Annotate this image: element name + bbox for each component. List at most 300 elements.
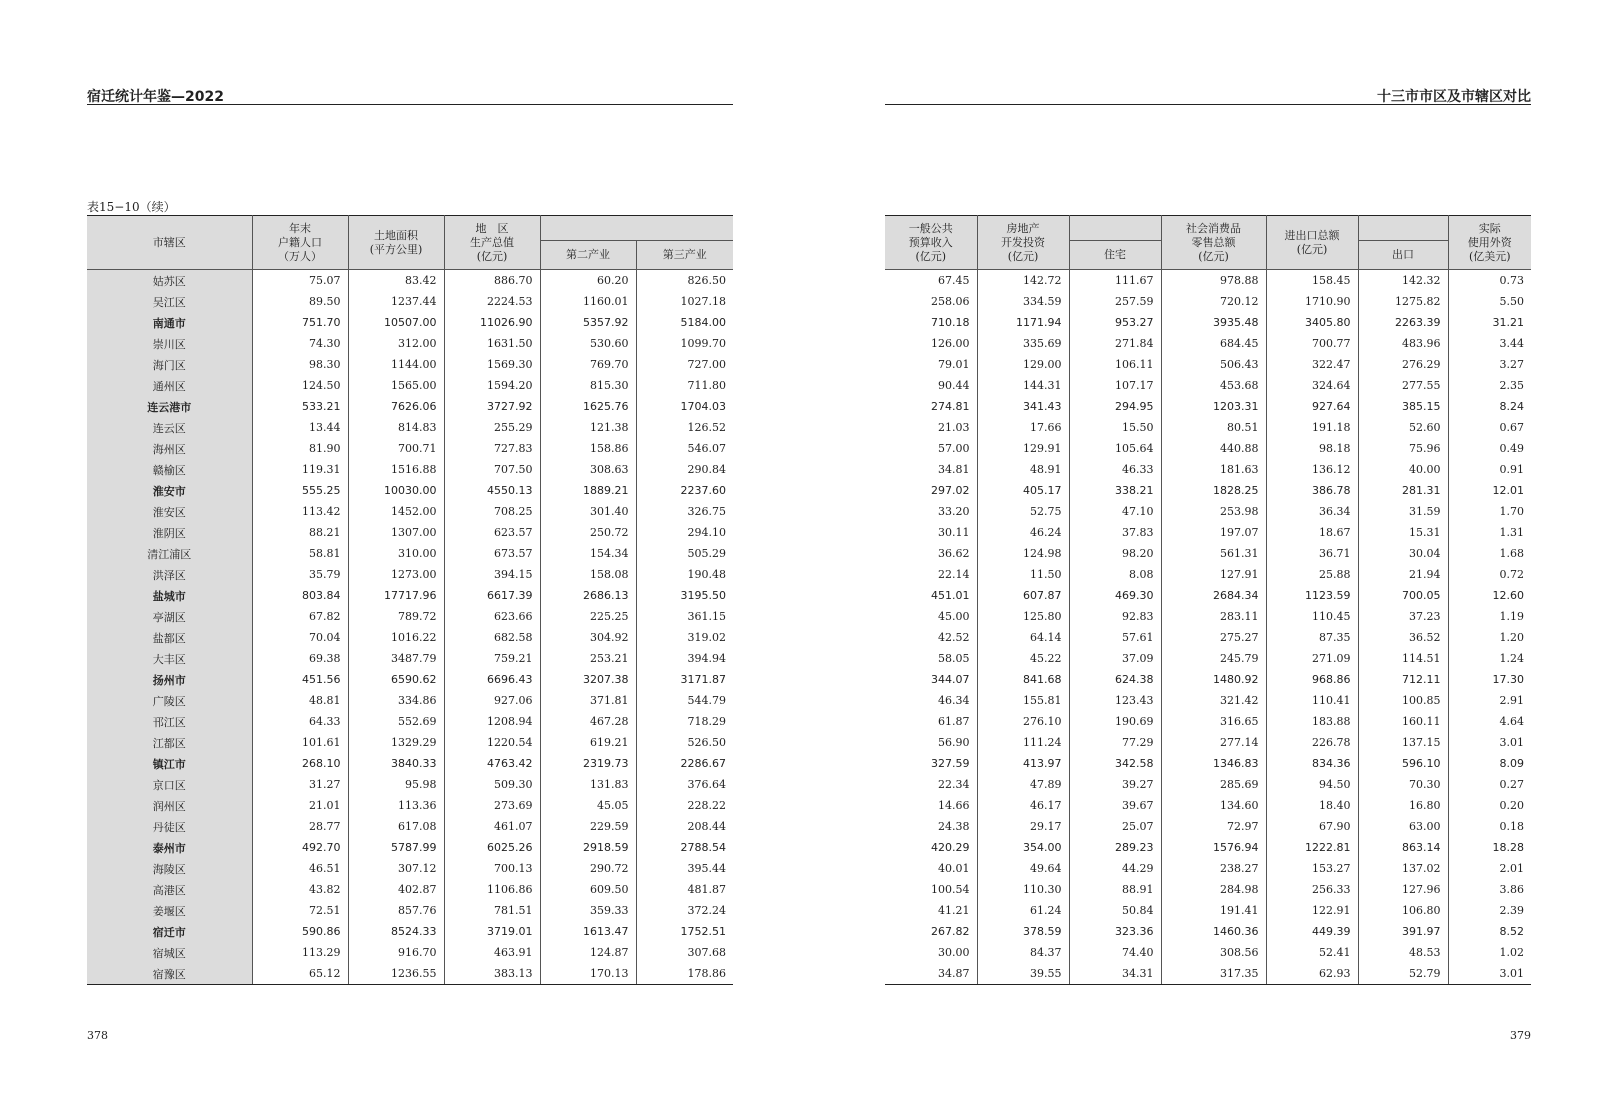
population-cell: 31.27 (252, 774, 348, 795)
table-row (87, 312, 733, 333)
tertiary-industry-cell: 505.29 (636, 543, 733, 564)
table-row (885, 921, 1531, 942)
district-name-cell: 盐城市 (87, 585, 252, 606)
total-trade-cell: 271.09 (1266, 648, 1358, 669)
population-cell: 43.82 (252, 879, 348, 900)
retail-sales-cell: 321.42 (1161, 690, 1266, 711)
budget-revenue-cell: 67.45 (885, 270, 977, 292)
retail-sales-cell: 127.91 (1161, 564, 1266, 585)
table-row (885, 606, 1531, 627)
tertiary-industry-cell: 228.22 (636, 795, 733, 816)
retail-sales-cell: 720.12 (1161, 291, 1266, 312)
land-area-cell: 1016.22 (348, 627, 444, 648)
realestate-investment-cell: 124.98 (977, 543, 1069, 564)
tertiary-industry-cell: 481.87 (636, 879, 733, 900)
district-name-cell: 崇川区 (87, 333, 252, 354)
header-export: 出口 (1358, 241, 1448, 270)
fdi-cell: 2.39 (1448, 900, 1531, 921)
gdp-cell: 273.69 (444, 795, 540, 816)
population-cell: 28.77 (252, 816, 348, 837)
budget-revenue-cell: 126.00 (931, 337, 970, 350)
gdp-cell: 927.06 (444, 690, 540, 711)
table-row (87, 816, 733, 837)
secondary-industry-cell: 530.60 (540, 333, 636, 354)
land-area-cell: 3487.79 (348, 648, 444, 669)
retail-sales-cell: 308.56 (1161, 942, 1266, 963)
table-row (885, 459, 1531, 480)
secondary-industry-cell: 60.20 (540, 270, 636, 292)
retail-sales-cell: 1828.25 (1161, 480, 1266, 501)
fdi-cell: 1.20 (1448, 627, 1531, 648)
budget-revenue-cell: 258.06 (931, 295, 970, 308)
realestate-investment-cell: 1171.94 (977, 312, 1069, 333)
table-row (87, 522, 733, 543)
fdi-cell: 2.91 (1448, 690, 1531, 711)
table-row (885, 312, 1531, 333)
tertiary-industry-cell: 372.24 (636, 900, 733, 921)
housing-cell: 37.09 (1069, 648, 1161, 669)
realestate-investment-cell: 52.75 (977, 501, 1069, 522)
population-cell: 533.21 (252, 396, 348, 417)
export-cell: 48.53 (1358, 942, 1448, 963)
district-name-cell: 连云区 (87, 417, 252, 438)
fdi-cell: 3.01 (1448, 732, 1531, 753)
budget-revenue-cell: 61.87 (938, 715, 970, 728)
retail-sales-cell: 1346.83 (1161, 753, 1266, 774)
secondary-industry-cell: 3207.38 (540, 669, 636, 690)
budget-revenue-cell: 21.03 (938, 421, 970, 434)
header-population: 年末 户籍人口 （万人） (252, 216, 348, 270)
fdi-cell: 0.67 (1448, 417, 1531, 438)
total-trade-cell: 1710.90 (1266, 291, 1358, 312)
population-cell: 67.82 (252, 606, 348, 627)
housing-cell: 44.29 (1069, 858, 1161, 879)
right-data-table (885, 215, 1531, 985)
gdp-cell: 759.21 (444, 648, 540, 669)
district-name-cell: 连云港市 (87, 396, 252, 417)
realestate-investment-cell: 413.97 (977, 753, 1069, 774)
realestate-investment-cell: 142.72 (977, 270, 1069, 292)
fdi-cell: 12.01 (1448, 480, 1531, 501)
budget-revenue-cell: 45.00 (938, 610, 970, 623)
total-trade-cell: 153.27 (1266, 858, 1358, 879)
housing-cell: 190.69 (1069, 711, 1161, 732)
realestate-investment-cell: 46.17 (977, 795, 1069, 816)
district-name-cell: 赣榆区 (87, 459, 252, 480)
secondary-industry-cell: 229.59 (540, 816, 636, 837)
realestate-investment-cell: 125.80 (977, 606, 1069, 627)
land-area-cell: 1273.00 (348, 564, 444, 585)
tertiary-industry-cell: 526.50 (636, 732, 733, 753)
tertiary-industry-cell: 126.52 (636, 417, 733, 438)
budget-revenue-cell: 46.34 (938, 694, 970, 707)
tertiary-industry-cell: 727.00 (636, 354, 733, 375)
realestate-investment-cell: 276.10 (977, 711, 1069, 732)
export-cell: 276.29 (1358, 354, 1448, 375)
population-cell: 124.50 (252, 375, 348, 396)
land-area-cell: 1516.88 (348, 459, 444, 480)
housing-cell: 77.29 (1069, 732, 1161, 753)
total-trade-cell: 968.86 (1266, 669, 1358, 690)
budget-revenue-cell: 40.01 (938, 862, 970, 875)
export-cell: 52.60 (1358, 417, 1448, 438)
gdp-cell: 11026.90 (444, 312, 540, 333)
left-data-table (87, 215, 733, 985)
header-retail-sales: 社会消费品 零售总额 (亿元) (1161, 216, 1266, 270)
district-name-cell: 南通市 (87, 312, 252, 333)
land-area-cell: 1237.44 (348, 291, 444, 312)
land-area-cell: 402.87 (348, 879, 444, 900)
export-cell: 142.32 (1358, 270, 1448, 292)
total-trade-cell: 1123.59 (1266, 585, 1358, 606)
population-cell: 88.21 (252, 522, 348, 543)
budget-revenue-cell: 56.90 (938, 736, 970, 749)
table-row (87, 921, 733, 942)
total-trade-cell: 94.50 (1266, 774, 1358, 795)
table-row (885, 291, 1531, 312)
budget-revenue-cell: 30.00 (938, 946, 970, 959)
district-name-cell: 广陵区 (87, 690, 252, 711)
population-cell: 74.30 (252, 333, 348, 354)
gdp-cell: 2224.53 (444, 291, 540, 312)
budget-revenue-cell: 344.07 (931, 673, 970, 686)
realestate-investment-cell: 111.24 (977, 732, 1069, 753)
fdi-cell: 8.24 (1448, 396, 1531, 417)
housing-cell: 98.20 (1069, 543, 1161, 564)
table-row (885, 480, 1531, 501)
table-row (87, 354, 733, 375)
fdi-cell: 5.50 (1448, 291, 1531, 312)
gdp-cell: 4763.42 (444, 753, 540, 774)
tertiary-industry-cell: 718.29 (636, 711, 733, 732)
total-trade-cell: 36.71 (1266, 543, 1358, 564)
retail-sales-cell: 1460.36 (1161, 921, 1266, 942)
export-cell: 36.52 (1358, 627, 1448, 648)
realestate-investment-cell: 335.69 (977, 333, 1069, 354)
tertiary-industry-cell: 361.15 (636, 606, 733, 627)
budget-revenue-cell: 327.59 (931, 757, 970, 770)
table-row (87, 459, 733, 480)
district-name-cell: 海门区 (87, 354, 252, 375)
population-cell: 46.51 (252, 858, 348, 879)
export-cell: 70.30 (1358, 774, 1448, 795)
fdi-cell: 0.73 (1448, 270, 1531, 292)
total-trade-cell: 1222.81 (1266, 837, 1358, 858)
land-area-cell: 857.76 (348, 900, 444, 921)
district-name-cell: 扬州市 (87, 669, 252, 690)
housing-cell: 25.07 (1069, 816, 1161, 837)
housing-cell: 74.40 (1069, 942, 1161, 963)
total-trade-cell: 158.45 (1266, 270, 1358, 292)
tertiary-industry-cell: 326.75 (636, 501, 733, 522)
housing-cell: 257.59 (1069, 291, 1161, 312)
budget-revenue-cell: 274.81 (931, 400, 970, 413)
header-district: 市辖区 (87, 216, 252, 270)
land-area-cell: 1236.55 (348, 963, 444, 985)
table-row (885, 564, 1531, 585)
secondary-industry-cell: 301.40 (540, 501, 636, 522)
realestate-investment-cell: 48.91 (977, 459, 1069, 480)
budget-revenue-cell: 33.20 (938, 505, 970, 518)
fdi-cell: 1.02 (1448, 942, 1531, 963)
budget-revenue-cell: 57.00 (938, 442, 970, 455)
table-row (885, 858, 1531, 879)
export-cell: 52.79 (1358, 963, 1448, 985)
land-area-cell: 83.42 (348, 270, 444, 292)
population-cell: 81.90 (252, 438, 348, 459)
fdi-cell: 3.44 (1448, 333, 1531, 354)
housing-cell: 338.21 (1069, 480, 1161, 501)
land-area-cell: 334.86 (348, 690, 444, 711)
tertiary-industry-cell: 208.44 (636, 816, 733, 837)
export-cell: 63.00 (1358, 816, 1448, 837)
district-name-cell: 淮安市 (87, 480, 252, 501)
population-cell: 64.33 (252, 711, 348, 732)
table-row (885, 690, 1531, 711)
retail-sales-cell: 253.98 (1161, 501, 1266, 522)
table-row (87, 333, 733, 354)
budget-revenue-cell: 90.44 (938, 379, 970, 392)
secondary-industry-cell: 308.63 (540, 459, 636, 480)
export-cell: 596.10 (1358, 753, 1448, 774)
tertiary-industry-cell: 2237.60 (636, 480, 733, 501)
total-trade-cell: 834.36 (1266, 753, 1358, 774)
table-row (87, 963, 733, 985)
tertiary-industry-cell: 546.07 (636, 438, 733, 459)
table-row (87, 375, 733, 396)
district-name-cell: 京口区 (87, 774, 252, 795)
secondary-industry-cell: 124.87 (540, 942, 636, 963)
tertiary-industry-cell: 1027.18 (636, 291, 733, 312)
population-cell: 70.04 (252, 627, 348, 648)
tertiary-industry-cell: 1704.03 (636, 396, 733, 417)
export-cell: 16.80 (1358, 795, 1448, 816)
table-row (885, 753, 1531, 774)
land-area-cell: 307.12 (348, 858, 444, 879)
land-area-cell: 17717.96 (348, 585, 444, 606)
tertiary-industry-cell: 2788.54 (636, 837, 733, 858)
realestate-investment-cell: 129.91 (977, 438, 1069, 459)
fdi-cell: 0.20 (1448, 795, 1531, 816)
population-cell: 113.29 (252, 942, 348, 963)
land-area-cell: 310.00 (348, 543, 444, 564)
table-row (87, 501, 733, 522)
realestate-investment-cell: 405.17 (977, 480, 1069, 501)
table-row (87, 837, 733, 858)
fdi-cell: 0.72 (1448, 564, 1531, 585)
right-page-number: 379 (1510, 1029, 1531, 1042)
fdi-cell: 12.60 (1448, 585, 1531, 606)
secondary-industry-cell: 1160.01 (540, 291, 636, 312)
header-housing: 住宅 (1069, 241, 1161, 270)
realestate-investment-cell: 341.43 (977, 396, 1069, 417)
gdp-cell: 255.29 (444, 417, 540, 438)
population-cell: 58.81 (252, 543, 348, 564)
district-name-cell: 通州区 (87, 375, 252, 396)
land-area-cell: 1144.00 (348, 354, 444, 375)
export-cell: 100.85 (1358, 690, 1448, 711)
population-cell: 119.31 (252, 459, 348, 480)
table-row (885, 711, 1531, 732)
land-area-cell: 10507.00 (348, 312, 444, 333)
district-name-cell: 海州区 (87, 438, 252, 459)
table-row (87, 690, 733, 711)
district-name-cell: 镇江市 (87, 753, 252, 774)
population-cell: 803.84 (252, 585, 348, 606)
total-trade-cell: 256.33 (1266, 879, 1358, 900)
budget-revenue-cell: 34.81 (938, 463, 970, 476)
realestate-investment-cell: 129.00 (977, 354, 1069, 375)
population-cell: 113.42 (252, 501, 348, 522)
export-cell: 137.02 (1358, 858, 1448, 879)
left-page-number: 378 (87, 1029, 108, 1042)
budget-revenue-cell: 22.14 (938, 568, 970, 581)
population-cell: 451.56 (252, 669, 348, 690)
budget-revenue-cell: 710.18 (931, 316, 970, 329)
land-area-cell: 1452.00 (348, 501, 444, 522)
gdp-cell: 1208.94 (444, 711, 540, 732)
table-row (885, 795, 1531, 816)
population-cell: 98.30 (252, 354, 348, 375)
retail-sales-cell: 316.65 (1161, 711, 1266, 732)
tertiary-industry-cell: 376.64 (636, 774, 733, 795)
total-trade-cell: 700.77 (1266, 333, 1358, 354)
table-row (885, 438, 1531, 459)
table-row (885, 648, 1531, 669)
table-row (885, 879, 1531, 900)
total-trade-cell: 110.41 (1266, 690, 1358, 711)
tertiary-industry-cell: 1752.51 (636, 921, 733, 942)
housing-cell: 123.43 (1069, 690, 1161, 711)
realestate-investment-cell: 39.55 (977, 963, 1069, 985)
population-cell: 590.86 (252, 921, 348, 942)
population-cell: 21.01 (252, 795, 348, 816)
tertiary-industry-cell: 395.44 (636, 858, 733, 879)
table-row (87, 879, 733, 900)
table-row (87, 585, 733, 606)
land-area-cell: 95.98 (348, 774, 444, 795)
right-header-rule (885, 104, 1531, 105)
gdp-cell: 623.57 (444, 522, 540, 543)
population-cell: 69.38 (252, 648, 348, 669)
table-row (87, 732, 733, 753)
land-area-cell: 6590.62 (348, 669, 444, 690)
table-row (885, 963, 1531, 985)
fdi-cell: 3.86 (1448, 879, 1531, 900)
table-row (885, 669, 1531, 690)
fdi-cell: 2.35 (1448, 375, 1531, 396)
retail-sales-cell: 134.60 (1161, 795, 1266, 816)
total-trade-cell: 87.35 (1266, 627, 1358, 648)
fdi-cell: 31.21 (1448, 312, 1531, 333)
budget-revenue-cell: 451.01 (931, 589, 970, 602)
table-row (885, 522, 1531, 543)
land-area-cell: 312.00 (348, 333, 444, 354)
budget-revenue-cell: 42.52 (938, 631, 970, 644)
export-cell: 277.55 (1358, 375, 1448, 396)
table-row (87, 753, 733, 774)
budget-revenue-cell: 58.05 (938, 652, 970, 665)
export-cell: 114.51 (1358, 648, 1448, 669)
secondary-industry-cell: 154.34 (540, 543, 636, 564)
fdi-cell: 2.01 (1448, 858, 1531, 879)
gdp-cell: 6617.39 (444, 585, 540, 606)
district-name-cell: 邗江区 (87, 711, 252, 732)
population-cell: 65.12 (252, 963, 348, 985)
export-cell: 75.96 (1358, 438, 1448, 459)
land-area-cell: 1565.00 (348, 375, 444, 396)
table-row (87, 858, 733, 879)
gdp-cell: 461.07 (444, 816, 540, 837)
land-area-cell: 700.71 (348, 438, 444, 459)
realestate-investment-cell: 17.66 (977, 417, 1069, 438)
retail-sales-cell: 275.27 (1161, 627, 1266, 648)
district-name-cell: 姜堰区 (87, 900, 252, 921)
secondary-industry-cell: 2319.73 (540, 753, 636, 774)
export-cell: 1275.82 (1358, 291, 1448, 312)
realestate-investment-cell: 607.87 (977, 585, 1069, 606)
fdi-cell: 3.01 (1448, 963, 1531, 985)
land-area-cell: 1329.29 (348, 732, 444, 753)
realestate-investment-cell: 84.37 (977, 942, 1069, 963)
population-cell: 101.61 (252, 732, 348, 753)
district-name-cell: 大丰区 (87, 648, 252, 669)
retail-sales-cell: 978.88 (1161, 270, 1266, 292)
table-row (885, 375, 1531, 396)
gdp-cell: 463.91 (444, 942, 540, 963)
total-trade-cell: 122.91 (1266, 900, 1358, 921)
retail-sales-cell: 506.43 (1161, 354, 1266, 375)
retail-sales-cell: 3935.48 (1161, 312, 1266, 333)
secondary-industry-cell: 1625.76 (540, 396, 636, 417)
secondary-industry-cell: 2686.13 (540, 585, 636, 606)
table-row (87, 900, 733, 921)
gdp-cell: 6025.26 (444, 837, 540, 858)
tertiary-industry-cell: 1099.70 (636, 333, 733, 354)
budget-revenue-cell: 34.87 (885, 963, 977, 985)
retail-sales-cell: 2684.34 (1161, 585, 1266, 606)
total-trade-cell: 52.41 (1266, 942, 1358, 963)
secondary-industry-cell: 371.81 (540, 690, 636, 711)
tertiary-industry-cell: 826.50 (636, 270, 733, 292)
gdp-cell: 4550.13 (444, 480, 540, 501)
district-name-cell: 江都区 (87, 732, 252, 753)
district-name-cell: 丹徒区 (87, 816, 252, 837)
budget-revenue-cell: 100.54 (931, 883, 970, 896)
land-area-cell: 8524.33 (348, 921, 444, 942)
table-row (885, 585, 1531, 606)
secondary-industry-cell: 250.72 (540, 522, 636, 543)
secondary-industry-cell: 1889.21 (540, 480, 636, 501)
gdp-cell: 708.25 (444, 501, 540, 522)
district-name-cell: 清江浦区 (87, 543, 252, 564)
tertiary-industry-cell: 294.10 (636, 522, 733, 543)
housing-cell: 8.08 (1069, 564, 1161, 585)
header-total-trade: 进出口总额 (亿元) (1266, 216, 1358, 270)
district-name-cell: 姑苏区 (87, 270, 252, 292)
gdp-cell: 707.50 (444, 459, 540, 480)
header-realestate-group-blank (1069, 216, 1161, 241)
housing-cell: 46.33 (1069, 459, 1161, 480)
secondary-industry-cell: 359.33 (540, 900, 636, 921)
table-row (87, 564, 733, 585)
table-row (885, 396, 1531, 417)
table-row (87, 711, 733, 732)
land-area-cell: 113.36 (348, 795, 444, 816)
district-name-cell: 吴江区 (87, 291, 252, 312)
budget-revenue-cell: 14.66 (938, 799, 970, 812)
fdi-cell: 1.70 (1448, 501, 1531, 522)
